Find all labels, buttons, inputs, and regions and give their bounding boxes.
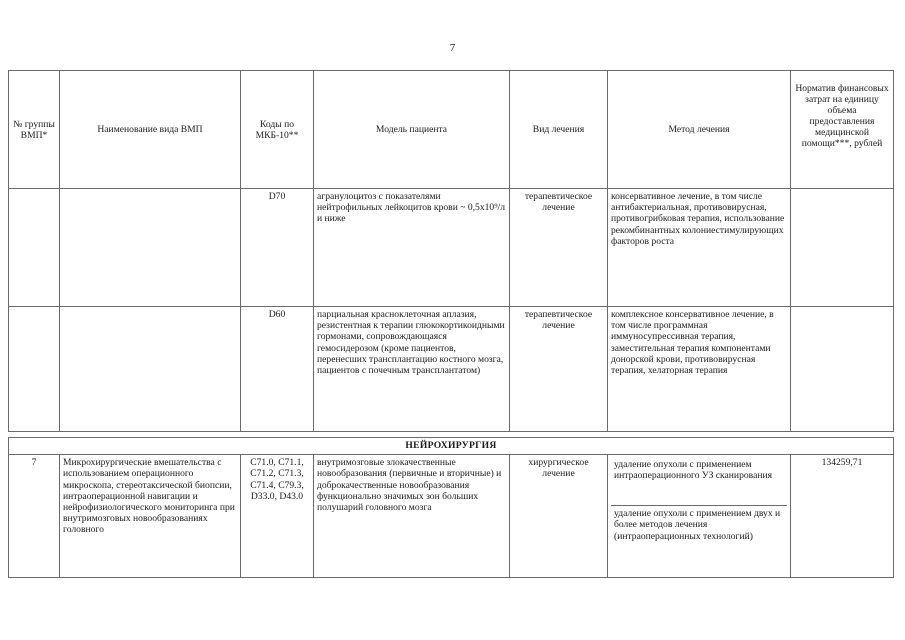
header-norm: Норматив финансовых затрат на единицу объема предоставления медицинской помощи***, рублей <box>791 71 894 189</box>
cell-method: комплексное консервативное лечение, в том числе программная иммуносупрессивная терапия, заместительная терапия компонентами донорской крови, противовирусная терапия, хелаторная терапия <box>608 307 791 432</box>
table-row <box>9 455 894 578</box>
header-treatment-type: Вид лечения <box>510 71 608 189</box>
cell-group <box>9 189 60 307</box>
cell-norm <box>791 307 894 432</box>
cell-method: консервативное лечение, в том числе антибактериальная, противовирусная, противогрибковая терапия, использование рекомбинантных колониестимулирующих факторов роста <box>608 189 791 307</box>
cell-name <box>60 455 241 578</box>
page-number: 7 <box>449 42 456 54</box>
cell-treatment-type: терапевтическое лечение <box>510 307 608 432</box>
header-name: Наименование вида ВМП <box>60 71 241 189</box>
cell-group <box>9 307 60 432</box>
vmp-table <box>8 70 894 578</box>
cell-treatment-type: хирургическое лечение <box>510 455 608 578</box>
table-header-row <box>9 71 894 189</box>
cell-norm: 134259,71 <box>791 455 894 578</box>
cell-codes: D60 <box>241 307 314 432</box>
header-model: Модель пациента <box>314 71 510 189</box>
cell-norm <box>791 189 894 307</box>
table-row <box>9 307 894 432</box>
section-title: НЕЙРОХИРУРГИЯ <box>9 438 894 455</box>
cell-codes: D70 <box>241 189 314 307</box>
section-row <box>9 438 894 455</box>
cell-name <box>60 189 241 307</box>
cell-method <box>608 455 791 578</box>
cell-name <box>60 307 241 432</box>
table-row <box>9 189 894 307</box>
cell-codes: C71.0, C71.1, C71.2, C71.3, C71.4, C79.3, D33.0, D43.0 <box>241 455 314 578</box>
cell-group: 7 <box>9 455 60 578</box>
cell-name-text: Микрохирургические вмешательства с использованием операционного микроскопа, стереотаксической биопсии, интраоперационной навигации и нейрофизиологического мониторинга при внутримозговых новообразованиях головного <box>63 457 235 536</box>
header-group: № группы ВМП* <box>9 71 60 189</box>
method-option-2: удаление опухоли с применением двух и более методов лечения (интраоперационных технологий) <box>614 508 781 542</box>
method-option-1: удаление опухоли с применением интраоперационного УЗ сканирования <box>611 457 787 506</box>
header-codes: Коды по МКБ-10** <box>241 71 314 189</box>
header-method: Метод лечения <box>608 71 791 189</box>
cell-model: парциальная красноклеточная аплазия, резистентная к терапии глюкокортикоидными гормонами, сопровождающаяся гемосидерозом (кроме пациентов, перенесших трансплантацию костного мозга, пациентов с почечным трансплантатом) <box>314 307 510 432</box>
cell-model: агранулоцитоз с показателями нейтрофильных лейкоцитов крови ~ 0,5x10⁹/л и ниже <box>314 189 510 307</box>
cell-treatment-type: терапевтическое лечение <box>510 189 608 307</box>
cell-model: внутримозговые злокачественные новообразования (первичные и вторичные) и доброкачественные новообразования функционально значимых зон больших полушарий головного мозга <box>314 455 510 578</box>
